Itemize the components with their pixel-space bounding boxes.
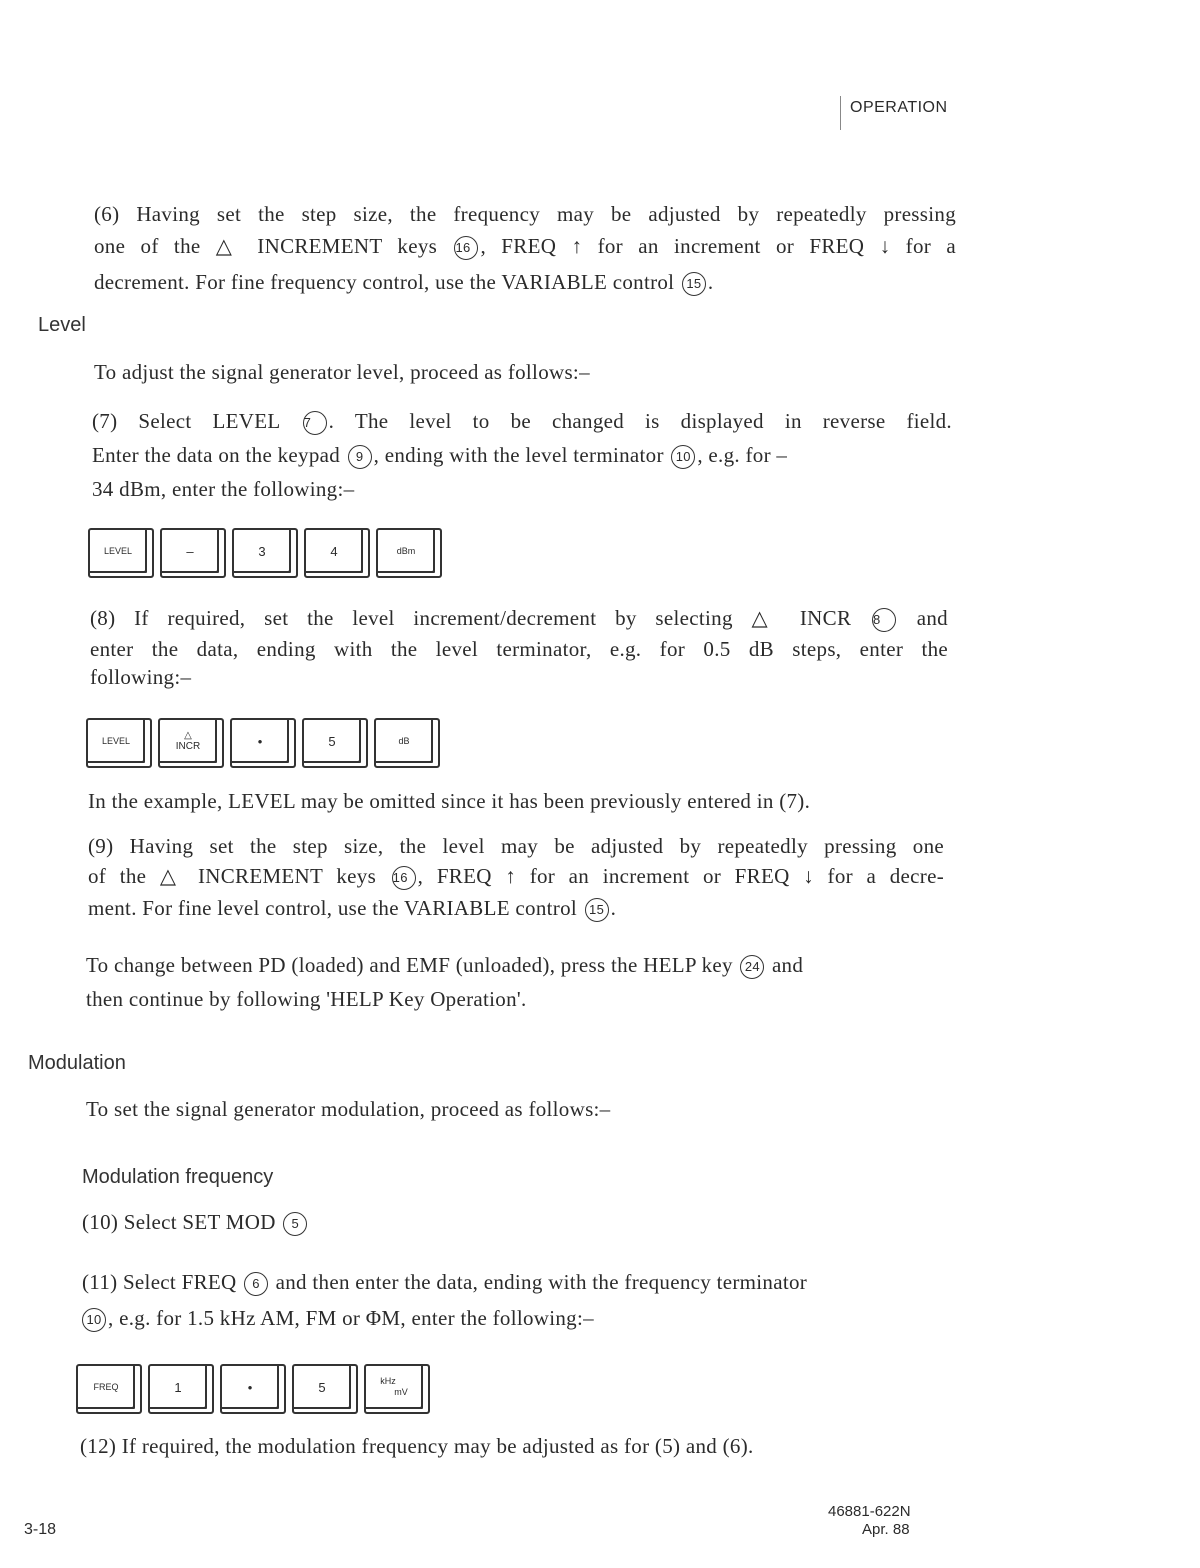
callout-16: 16 [392,866,416,890]
callout-24: 24 [740,955,764,979]
pd-emf-paragraph [86,948,942,1016]
step-7-paragraph [92,404,952,506]
key-db-label: dB [398,736,410,746]
keypad-sequence-incr [86,718,440,768]
key-5-label: 5 [318,1379,326,1395]
callout-10: 10 [671,445,695,469]
key-4-label: 4 [330,543,338,559]
step-9-line-2a: of the △ INCREMENT keys [88,864,377,888]
step-7-line-2 [92,438,952,472]
step-11-line-2 [82,1300,942,1336]
key-freq-label: FREQ [93,1382,119,1392]
step-8-line-2: enter the data, ending with the level terminator, e.g. for 0.5 dB steps, enter the [90,637,948,661]
key-level-label: LEVEL [101,736,131,746]
step-7-line-1a: (7) Select LEVEL [92,409,280,433]
step-6-line-1: (6) Having set the step size, the frequency may be adjusted by repeatedly pressing [94,202,956,226]
key-level-label: LEVEL [103,546,133,556]
key-level [88,528,154,578]
step-8-line-1a: (8) If required, set the level increment/decrement by selecting △ INCR [90,606,852,630]
page-number: 3-18 [24,1521,57,1538]
document-date: Apr. 88 [862,1521,910,1538]
callout-15: 15 [682,272,706,296]
step-6-line-2b: , FREQ ↑ for an increment or FREQ ↓ for a [480,234,956,258]
modulation-frequency-subheading: Modulation frequency [82,1166,274,1188]
callout-9: 9 [348,445,372,469]
key-level [86,718,152,768]
key-incr-label: INCR [175,741,201,752]
step-8-line-1b: and [916,606,948,630]
callout-5: 5 [283,1212,307,1236]
key-4 [304,528,370,578]
key-decimal [220,1364,286,1414]
key-decimal [230,718,296,768]
step-10 [82,1210,309,1236]
step-11-line-1b: and then enter the data, ending with the frequency terminator [275,1270,808,1294]
step-8-line-3: following:– [90,665,192,689]
step-8-paragraph [90,603,948,689]
keypad-sequence-level [88,528,442,578]
step-9-paragraph [88,832,944,924]
callout-8: 8 [872,608,896,632]
modulation-heading: Modulation [28,1052,126,1074]
header-rule [840,96,841,130]
level-heading: Level [38,314,86,336]
level-intro: To adjust the signal generator level, proceed as follows:– [94,360,590,384]
key-dbm [376,528,442,578]
key-delta-incr [158,718,224,768]
callout-15: 15 [585,898,609,922]
key-khz-label: kHz [380,1376,396,1386]
step-9-line-2 [88,860,944,892]
key-decimal-label: • [257,733,263,749]
step-11-line-2a: , e.g. for 1.5 kHz AM, FM or ΦM, enter the following:– [108,1306,594,1330]
key-5 [302,718,368,768]
step-9-line-3: ment. For fine level control, use the VARIABLE control 15 . [88,892,944,924]
key-3-label: 3 [258,543,266,559]
key-db [374,718,440,768]
delta-icon: △ [184,730,192,741]
step-7-line-2c: , e.g. for – [697,443,788,467]
key-khz-mv [364,1364,430,1414]
step-9-line-1: (9) Having set the step size, the level may be adjusted by repeatedly pressing one [88,834,944,858]
step-11-paragraph [82,1264,942,1336]
step-7-line-1b: . The level to be changed is displayed in reverse field. [328,409,952,433]
pd-emf-line-2: then continue by following 'HELP Key Operation'. [86,987,527,1011]
step-6-line-2a: one of the △ INCREMENT keys [94,234,438,258]
callout-6: 6 [244,1272,268,1296]
callout-7: 7 [303,411,327,435]
key-decimal-label: • [247,1379,253,1395]
step-7-line-2a: Enter the data on the keypad [92,443,341,467]
keypad-sequence-freq [76,1364,430,1414]
callout-10: 10 [82,1308,106,1332]
key-1-label: 1 [174,1379,182,1395]
key-minus-label: – [186,543,194,559]
step-6-paragraph [94,198,956,298]
key-minus [160,528,226,578]
step-8-line-1 [90,603,948,634]
key-1 [148,1364,214,1414]
step-7-line-2b: , ending with the level terminator [373,443,664,467]
pd-emf-line-1b: and [771,953,804,977]
step-7-line-1 [92,404,952,438]
step-7-line-3: 34 dBm, enter the following:– [92,477,355,501]
example-note: In the example, LEVEL may be omitted since it has been previously entered in (7). [88,789,811,813]
pd-emf-line-1 [86,948,942,982]
step-10-text: (10) Select SET MOD [82,1210,276,1234]
key-5 [292,1364,358,1414]
step-11-line-1a: (11) Select FREQ [82,1270,237,1294]
step-9-line-3a: ment. For fine level control, use the VARIABLE control [88,896,578,920]
callout-16: 16 [454,236,478,260]
key-3 [232,528,298,578]
key-5-label: 5 [328,733,336,749]
step-9-line-2b: , FREQ ↑ for an increment or FREQ ↓ for a decre- [417,864,944,888]
document-number: 46881-622N [828,1503,911,1520]
key-dbm-label: dBm [396,546,416,556]
step-6-line-3a: decrement. For fine frequency control, use the VARIABLE control [94,270,675,294]
step-12: (12) If required, the modulation frequency may be adjusted as for (5) and (6). [80,1434,754,1458]
modulation-intro: To set the signal generator modulation, proceed as follows:– [86,1097,611,1121]
section-header: OPERATION [850,99,948,116]
key-freq [76,1364,142,1414]
step-6-line-2 [94,230,956,262]
pd-emf-line-1a: To change between PD (loaded) and EMF (unloaded), press the HELP key [86,953,733,977]
step-6-line-3: decrement. For fine frequency control, use the VARIABLE control 15 . [94,266,956,298]
key-mv-label: mV [394,1387,408,1397]
step-11-line-1 [82,1264,942,1300]
